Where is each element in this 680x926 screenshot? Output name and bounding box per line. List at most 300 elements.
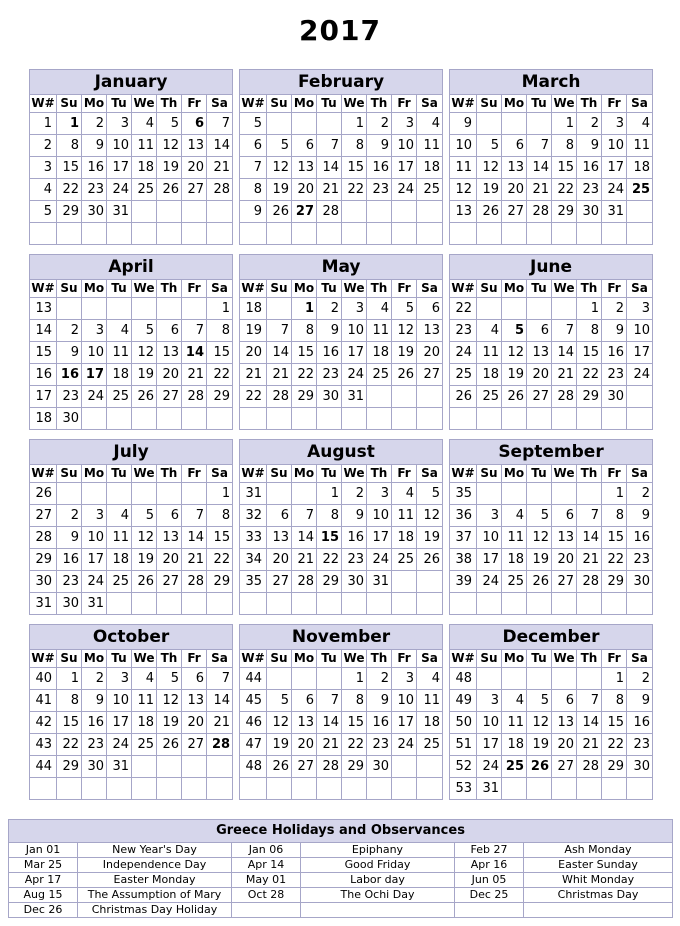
day-cell — [502, 298, 527, 320]
weekday-header: Su — [477, 95, 502, 113]
day-cell: 17 — [392, 712, 417, 734]
day-cell: 31 — [342, 386, 367, 408]
day-cell: 17 — [342, 342, 367, 364]
week-number: 11 — [450, 157, 477, 179]
weekday-header: Sa — [627, 95, 653, 113]
day-cell — [477, 593, 502, 615]
day-cell: 2 — [367, 668, 392, 690]
day-cell: 24 — [107, 734, 132, 756]
day-cell: 13 — [502, 157, 527, 179]
day-cell: 19 — [477, 179, 502, 201]
week-row — [30, 571, 233, 593]
day-cell: 11 — [392, 505, 417, 527]
day-cell: 2 — [342, 483, 367, 505]
holiday-date: Dec 25 — [455, 888, 524, 903]
day-cell: 15 — [317, 527, 342, 549]
holiday-date: Aug 15 — [9, 888, 78, 903]
day-cell: 28 — [527, 201, 552, 223]
day-cell — [292, 408, 317, 430]
day-cell — [392, 593, 417, 615]
month-february — [239, 69, 443, 245]
day-cell — [417, 778, 443, 800]
week-row — [30, 179, 233, 201]
day-cell — [627, 386, 653, 408]
week-row — [240, 483, 443, 505]
day-cell — [267, 223, 292, 245]
day-cell — [57, 223, 82, 245]
day-cell: 12 — [132, 342, 157, 364]
day-cell: 24 — [107, 179, 132, 201]
week-row — [450, 157, 653, 179]
day-cell: 21 — [292, 549, 317, 571]
month-name: December — [450, 625, 653, 650]
week-row — [450, 690, 653, 712]
day-cell — [577, 593, 602, 615]
week-number — [240, 223, 267, 245]
week-row — [450, 320, 653, 342]
weekday-header: W# — [30, 95, 57, 113]
weekday-header: We — [552, 280, 577, 298]
day-cell: 28 — [317, 201, 342, 223]
weekday-header: Mo — [82, 95, 107, 113]
day-cell: 15 — [57, 712, 82, 734]
day-cell: 28 — [207, 179, 233, 201]
month-september — [449, 439, 653, 615]
week-number: 36 — [450, 505, 477, 527]
day-cell: 20 — [417, 342, 443, 364]
day-cell: 21 — [267, 364, 292, 386]
day-cell: 15 — [577, 342, 602, 364]
day-cell — [392, 408, 417, 430]
day-cell: 3 — [627, 298, 653, 320]
week-row — [30, 527, 233, 549]
week-number: 48 — [450, 668, 477, 690]
weekday-header: Th — [367, 650, 392, 668]
weekday-header: Sa — [627, 465, 653, 483]
holiday-name: Easter Monday — [78, 873, 232, 888]
week-row — [240, 712, 443, 734]
day-cell: 27 — [182, 734, 207, 756]
day-cell: 12 — [502, 342, 527, 364]
day-cell — [527, 223, 552, 245]
weekday-header: Fr — [392, 650, 417, 668]
day-cell: 11 — [132, 690, 157, 712]
day-cell: 9 — [317, 320, 342, 342]
day-cell: 28 — [207, 734, 233, 756]
day-cell: 25 — [417, 179, 443, 201]
week-number: 9 — [240, 201, 267, 223]
weekday-header: We — [342, 650, 367, 668]
day-cell: 13 — [182, 135, 207, 157]
week-number: 53 — [450, 778, 477, 800]
day-cell — [627, 408, 653, 430]
day-cell — [417, 593, 443, 615]
day-cell: 13 — [157, 527, 182, 549]
day-cell — [417, 408, 443, 430]
week-number: 49 — [450, 690, 477, 712]
weekday-header: W# — [450, 95, 477, 113]
week-row — [450, 386, 653, 408]
day-cell: 15 — [57, 157, 82, 179]
week-number — [240, 408, 267, 430]
day-cell: 22 — [342, 734, 367, 756]
day-cell: 9 — [82, 690, 107, 712]
week-number: 15 — [30, 342, 57, 364]
day-cell: 7 — [207, 113, 233, 135]
holiday-row — [9, 858, 673, 873]
day-cell: 31 — [107, 201, 132, 223]
day-cell: 15 — [602, 712, 627, 734]
day-cell: 7 — [577, 505, 602, 527]
holiday-date: Apr 17 — [9, 873, 78, 888]
weekday-header: Fr — [182, 95, 207, 113]
day-cell — [107, 778, 132, 800]
day-cell: 24 — [82, 571, 107, 593]
day-cell: 15 — [602, 527, 627, 549]
day-cell: 12 — [157, 690, 182, 712]
day-cell — [267, 408, 292, 430]
month-name: June — [450, 255, 653, 280]
week-number: 41 — [30, 690, 57, 712]
week-row — [30, 386, 233, 408]
week-row — [30, 505, 233, 527]
day-cell — [627, 201, 653, 223]
week-row — [30, 223, 233, 245]
week-row — [450, 505, 653, 527]
day-cell: 6 — [292, 690, 317, 712]
day-cell: 8 — [57, 690, 82, 712]
day-cell — [367, 778, 392, 800]
day-cell: 23 — [602, 364, 627, 386]
day-cell: 17 — [627, 342, 653, 364]
week-row — [240, 549, 443, 571]
day-cell: 29 — [207, 386, 233, 408]
week-number: 27 — [30, 505, 57, 527]
day-cell: 16 — [57, 364, 82, 386]
day-cell — [627, 778, 653, 800]
weekday-header: Fr — [602, 650, 627, 668]
day-cell: 8 — [317, 505, 342, 527]
day-cell: 4 — [107, 505, 132, 527]
day-cell: 30 — [627, 571, 653, 593]
holiday-name: The Ochi Day — [301, 888, 455, 903]
day-cell — [82, 298, 107, 320]
day-cell: 7 — [552, 320, 577, 342]
holiday-name — [524, 903, 673, 918]
day-cell: 20 — [267, 549, 292, 571]
day-cell — [207, 201, 233, 223]
day-cell: 14 — [552, 342, 577, 364]
day-cell — [132, 778, 157, 800]
day-cell: 4 — [367, 298, 392, 320]
day-cell: 13 — [552, 527, 577, 549]
week-number: 20 — [240, 342, 267, 364]
day-cell: 30 — [577, 201, 602, 223]
day-cell: 14 — [577, 712, 602, 734]
week-number: 51 — [450, 734, 477, 756]
holiday-name: Epiphany — [301, 843, 455, 858]
day-cell: 19 — [267, 179, 292, 201]
weekday-header: Su — [267, 280, 292, 298]
week-row — [30, 298, 233, 320]
day-cell: 22 — [207, 364, 233, 386]
day-cell — [502, 223, 527, 245]
day-cell: 18 — [502, 734, 527, 756]
day-cell: 31 — [367, 571, 392, 593]
day-cell — [267, 778, 292, 800]
day-cell: 3 — [602, 113, 627, 135]
day-cell: 17 — [477, 734, 502, 756]
week-number: 4 — [30, 179, 57, 201]
week-row — [450, 408, 653, 430]
day-cell: 27 — [267, 571, 292, 593]
day-cell — [417, 571, 443, 593]
day-cell — [182, 778, 207, 800]
week-row — [30, 342, 233, 364]
day-cell: 22 — [577, 364, 602, 386]
day-cell: 21 — [182, 549, 207, 571]
month-november — [239, 624, 443, 800]
day-cell: 25 — [367, 364, 392, 386]
day-cell — [502, 408, 527, 430]
month-july — [29, 439, 233, 615]
weekday-header: Fr — [602, 280, 627, 298]
year-title: 2017 — [299, 14, 381, 47]
weekday-header: Th — [157, 465, 182, 483]
day-cell: 12 — [392, 320, 417, 342]
day-cell: 12 — [267, 157, 292, 179]
day-cell — [502, 778, 527, 800]
day-cell — [577, 778, 602, 800]
day-cell: 3 — [107, 668, 132, 690]
day-cell — [552, 298, 577, 320]
day-cell: 10 — [107, 135, 132, 157]
holiday-row — [9, 888, 673, 903]
day-cell — [107, 593, 132, 615]
weekday-header: Fr — [182, 465, 207, 483]
day-cell: 2 — [602, 298, 627, 320]
day-cell: 26 — [267, 201, 292, 223]
day-cell — [527, 483, 552, 505]
weekday-header: Su — [57, 280, 82, 298]
weekday-header: Tu — [107, 465, 132, 483]
month-january — [29, 69, 233, 245]
day-cell: 6 — [292, 135, 317, 157]
week-number: 26 — [450, 386, 477, 408]
day-cell: 25 — [107, 386, 132, 408]
day-cell: 7 — [527, 135, 552, 157]
week-number: 46 — [240, 712, 267, 734]
day-cell — [527, 113, 552, 135]
day-cell: 25 — [627, 179, 653, 201]
day-cell: 27 — [292, 756, 317, 778]
day-cell — [552, 668, 577, 690]
week-number: 18 — [30, 408, 57, 430]
week-number — [450, 408, 477, 430]
day-cell: 1 — [317, 483, 342, 505]
day-cell — [317, 668, 342, 690]
week-row — [30, 157, 233, 179]
week-row — [30, 201, 233, 223]
day-cell: 12 — [157, 135, 182, 157]
day-cell — [417, 756, 443, 778]
week-number: 31 — [30, 593, 57, 615]
day-cell: 20 — [502, 179, 527, 201]
holiday-name: Good Friday — [301, 858, 455, 873]
day-cell — [502, 668, 527, 690]
day-cell: 6 — [182, 113, 207, 135]
day-cell: 5 — [132, 320, 157, 342]
weekday-header: W# — [240, 280, 267, 298]
holiday-row — [9, 843, 673, 858]
day-cell: 9 — [627, 505, 653, 527]
day-cell: 9 — [602, 320, 627, 342]
day-cell: 20 — [157, 364, 182, 386]
holiday-name: Christmas Day Holiday — [78, 903, 232, 918]
day-cell: 29 — [602, 571, 627, 593]
day-cell: 26 — [527, 571, 552, 593]
week-row — [240, 364, 443, 386]
day-cell: 7 — [317, 135, 342, 157]
holiday-name: Independence Day — [78, 858, 232, 873]
week-number: 14 — [30, 320, 57, 342]
day-cell: 13 — [417, 320, 443, 342]
weekday-header: Mo — [82, 280, 107, 298]
day-cell — [207, 223, 233, 245]
day-cell: 18 — [107, 364, 132, 386]
week-row — [240, 298, 443, 320]
day-cell: 4 — [502, 505, 527, 527]
day-cell: 3 — [107, 113, 132, 135]
day-cell: 12 — [527, 527, 552, 549]
day-cell: 6 — [157, 320, 182, 342]
day-cell: 2 — [82, 113, 107, 135]
day-cell: 7 — [317, 690, 342, 712]
week-row — [450, 179, 653, 201]
day-cell: 21 — [207, 157, 233, 179]
day-cell: 25 — [502, 756, 527, 778]
day-cell: 11 — [627, 135, 653, 157]
week-number: 29 — [30, 549, 57, 571]
day-cell: 20 — [182, 712, 207, 734]
week-number: 18 — [240, 298, 267, 320]
day-cell: 7 — [207, 668, 233, 690]
day-cell: 10 — [82, 342, 107, 364]
week-number: 2 — [30, 135, 57, 157]
day-cell: 11 — [502, 527, 527, 549]
week-row — [240, 668, 443, 690]
weekday-header: Mo — [82, 465, 107, 483]
day-cell: 9 — [82, 135, 107, 157]
day-cell: 3 — [477, 690, 502, 712]
day-cell — [182, 201, 207, 223]
day-cell: 8 — [342, 135, 367, 157]
day-cell: 19 — [132, 549, 157, 571]
day-cell: 30 — [317, 386, 342, 408]
day-cell: 28 — [182, 386, 207, 408]
day-cell — [292, 668, 317, 690]
day-cell: 20 — [157, 549, 182, 571]
week-number: 5 — [30, 201, 57, 223]
week-row — [240, 505, 443, 527]
month-name: November — [240, 625, 443, 650]
day-cell: 15 — [342, 157, 367, 179]
day-cell: 1 — [292, 298, 317, 320]
day-cell — [317, 593, 342, 615]
weekday-header: Sa — [207, 465, 233, 483]
weekday-header: Mo — [502, 650, 527, 668]
weekday-header: Tu — [317, 280, 342, 298]
day-cell: 9 — [367, 690, 392, 712]
day-cell — [132, 298, 157, 320]
weekday-header: Mo — [502, 465, 527, 483]
day-cell: 10 — [342, 320, 367, 342]
day-cell: 6 — [527, 320, 552, 342]
weekday-header: Fr — [602, 95, 627, 113]
day-cell: 29 — [602, 756, 627, 778]
day-cell: 18 — [132, 157, 157, 179]
week-number: 31 — [240, 483, 267, 505]
day-cell: 1 — [602, 668, 627, 690]
day-cell: 5 — [527, 690, 552, 712]
day-cell: 28 — [317, 756, 342, 778]
week-row — [30, 549, 233, 571]
day-cell: 10 — [477, 712, 502, 734]
day-cell — [367, 408, 392, 430]
day-cell: 27 — [552, 756, 577, 778]
week-number: 39 — [450, 571, 477, 593]
weekday-header: Sa — [417, 95, 443, 113]
day-cell — [602, 223, 627, 245]
week-number — [240, 778, 267, 800]
day-cell: 19 — [157, 157, 182, 179]
week-number: 48 — [240, 756, 267, 778]
day-cell: 19 — [502, 364, 527, 386]
day-cell: 22 — [57, 734, 82, 756]
day-cell: 20 — [292, 179, 317, 201]
day-cell: 3 — [367, 483, 392, 505]
day-cell — [157, 483, 182, 505]
day-cell — [317, 113, 342, 135]
day-cell: 24 — [392, 179, 417, 201]
weekday-header: W# — [240, 650, 267, 668]
weekday-header: Tu — [527, 95, 552, 113]
day-cell: 27 — [182, 179, 207, 201]
day-cell — [157, 201, 182, 223]
day-cell: 18 — [502, 549, 527, 571]
weekday-header: Sa — [627, 280, 653, 298]
day-cell: 14 — [182, 527, 207, 549]
day-cell: 25 — [502, 571, 527, 593]
day-cell: 24 — [627, 364, 653, 386]
weekday-header: Tu — [317, 465, 342, 483]
day-cell: 10 — [107, 690, 132, 712]
weekday-header: Tu — [527, 465, 552, 483]
week-number: 45 — [240, 690, 267, 712]
day-cell: 19 — [527, 734, 552, 756]
weekday-header: Tu — [107, 650, 132, 668]
weekday-header: Th — [367, 280, 392, 298]
day-cell: 13 — [552, 712, 577, 734]
day-cell: 14 — [207, 135, 233, 157]
month-name: February — [240, 70, 443, 95]
day-cell — [317, 408, 342, 430]
week-row — [30, 778, 233, 800]
day-cell — [132, 483, 157, 505]
day-cell — [392, 756, 417, 778]
day-cell — [82, 408, 107, 430]
day-cell: 9 — [57, 342, 82, 364]
